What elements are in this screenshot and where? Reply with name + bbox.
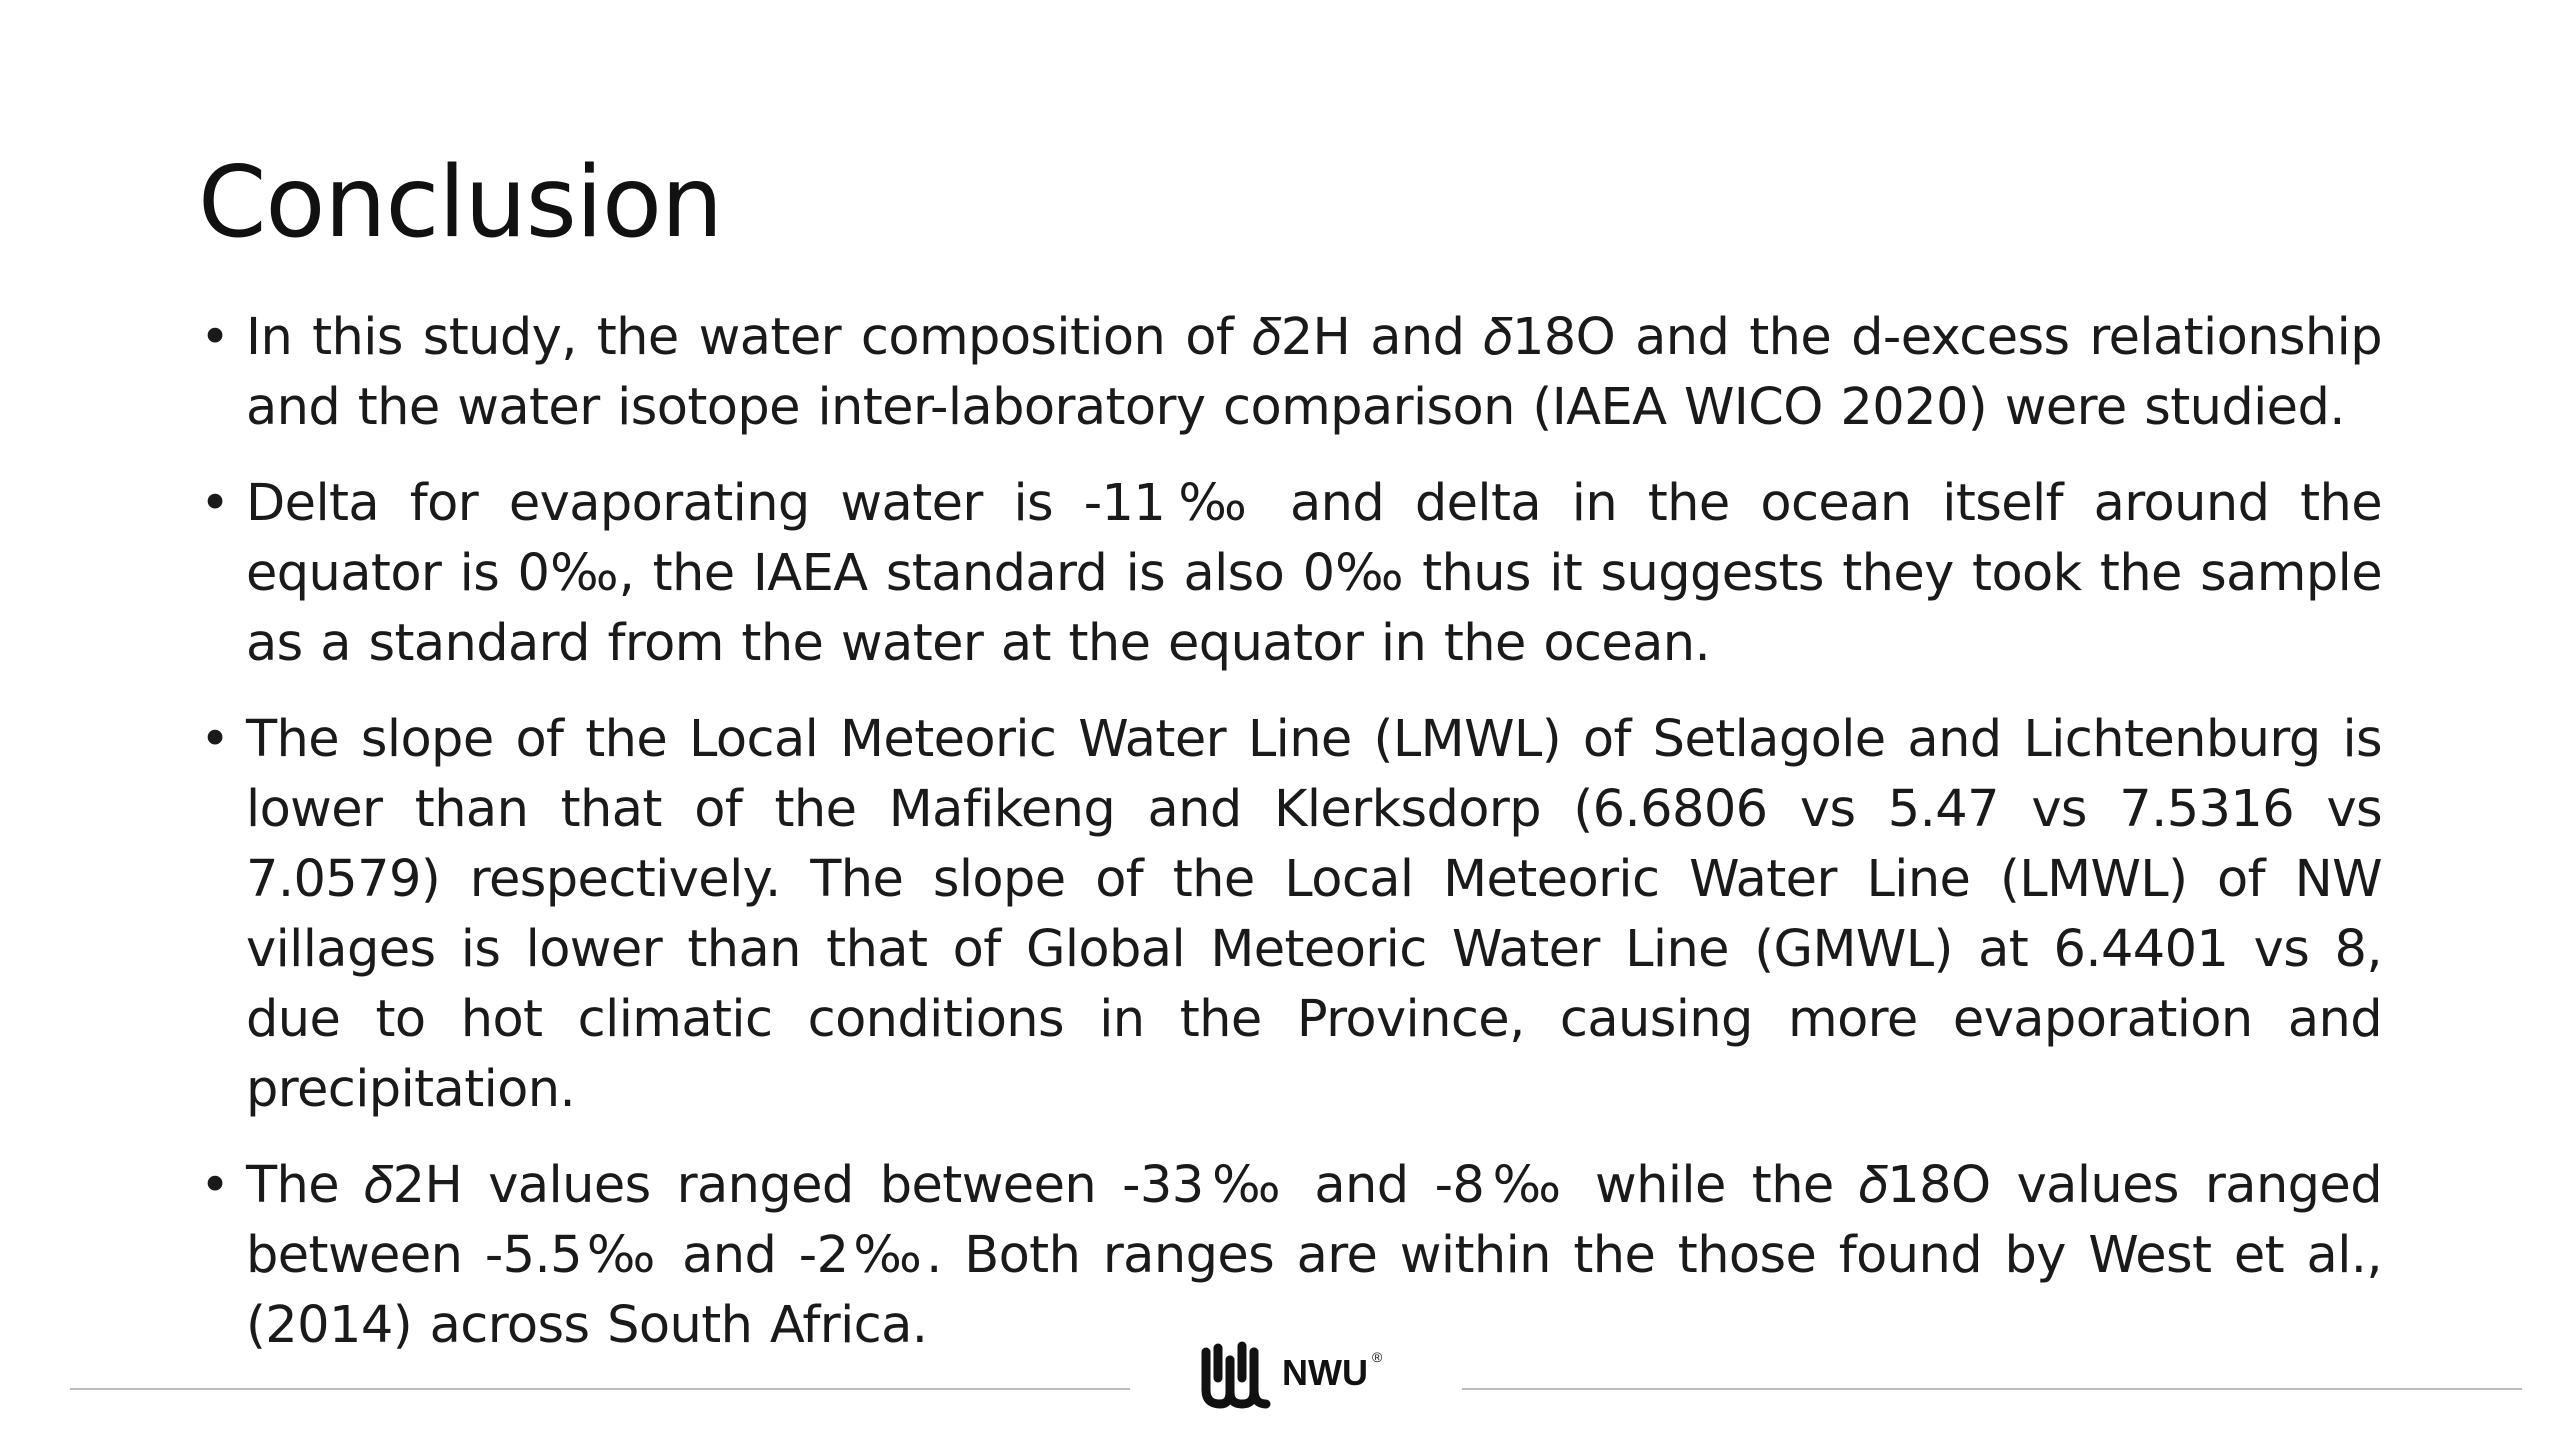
bullet-list (198, 303, 2382, 1387)
bullet-text: The 𝛿2H values ranged between -33‰ and -8‰ while the 𝛿18O values ranged between -5.5‰ and -2‰. Both ranges are within the those found by West et al., (2014) across South Africa. (246, 1156, 2382, 1355)
bullet-marker: • (200, 474, 230, 533)
bullet-item (198, 705, 2382, 1125)
bullet-text: Delta for evaporating water is -11‰ and delta in the ocean itself around the equator is 0‰, the IAEA standard is also 0‰ thus it suggests they took the sample as a standard from the water at the equator in the ocean. (246, 474, 2382, 673)
bullet-marker: • (200, 1156, 230, 1215)
bullet-text: The slope of the Local Meteoric Water Line (LMWL) of Setlagole and Lichtenburg is lower than that of the Mafikeng and Klerksdorp (6.6806 vs 5.47 vs 7.5316 vs 7.0579) respectively. The slope of the Local Meteoric Water Line (LMWL) of NW villages is lower than that of Global Meteoric Water Line (GMWL) at 6.4401 vs 8, due to hot climatic conditions in the Province, causing more evaporation and precipitation. (246, 710, 2382, 1119)
nwu-logo (1196, 1338, 1384, 1412)
footer-divider-right (1462, 1388, 2522, 1390)
bullet-item (198, 469, 2382, 679)
bullet-marker: • (200, 308, 230, 367)
slide-title: Conclusion (198, 146, 723, 260)
bullet-item (198, 1151, 2382, 1361)
footer-divider-left (70, 1388, 1130, 1390)
nwu-logo-icon (1196, 1338, 1276, 1412)
bullet-text: In this study, the water composition of 𝛿2H and 𝛿18O and the d-excess relationship and the water isotope inter-laboratory comparison (IAEA WICO 2020) were studied. (246, 308, 2382, 437)
nwu-logo-text: NWU (1282, 1352, 1368, 1393)
bullet-marker: • (200, 710, 230, 769)
bullet-item (198, 303, 2382, 443)
registered-mark: ® (1371, 1349, 1383, 1365)
